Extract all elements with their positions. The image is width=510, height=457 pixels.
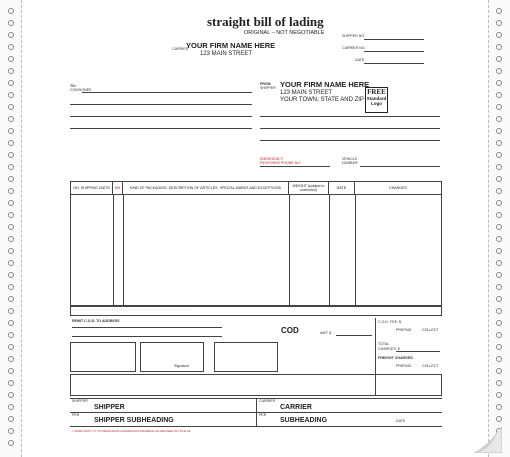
cod-collect-label: COLLECT (422, 328, 439, 332)
feed-hole (496, 140, 502, 146)
vehicle-number-label: NUMBER (342, 161, 358, 165)
badge-standard: Standard (366, 96, 387, 101)
freight-prepaid-label: PREPAID (396, 364, 412, 368)
carrier-street: 123 MAIN STREET (200, 51, 253, 57)
feed-hole (8, 428, 14, 434)
consignee-line-4[interactable] (70, 128, 252, 129)
badge-free: FREE (367, 88, 386, 96)
shipper-sig-value[interactable]: SHIPPER (94, 404, 125, 411)
feed-hole (496, 80, 502, 86)
carrier-date-label: DATE (396, 419, 406, 423)
carrier-subheading[interactable]: SUBHEADING (280, 417, 328, 424)
shipper-sig-label: SHIPPER (72, 399, 88, 403)
feed-hole (8, 44, 14, 50)
cod-label: COD (281, 326, 299, 335)
feed-hole (8, 8, 14, 14)
feed-hole (496, 416, 502, 422)
feed-hole (496, 176, 502, 182)
feed-hole (8, 272, 14, 278)
signature-bottom-rule (70, 426, 442, 427)
shipper-no-field[interactable] (364, 39, 424, 40)
feed-hole (8, 152, 14, 158)
feed-hole (496, 308, 502, 314)
feed-hole (496, 392, 502, 398)
from-label: FROM (260, 82, 271, 86)
cod-fee-label: C.O.D. FEE: $ (378, 320, 401, 324)
feed-hole (496, 236, 502, 242)
feed-hole (8, 140, 14, 146)
signature-mid-rule (70, 412, 442, 413)
feed-hole (496, 380, 502, 386)
carrier-label: CARRIER (172, 47, 189, 51)
feed-hole (8, 224, 14, 230)
feed-hole (496, 320, 502, 326)
feed-hole (496, 8, 502, 14)
col-hm: HM (113, 182, 123, 195)
feed-hole (496, 200, 502, 206)
feed-hole (496, 152, 502, 158)
feed-hole (8, 32, 14, 38)
shipper-sub-label: SHIPPER (260, 86, 276, 90)
remit-cod-label: REMIT C.O.D. TO ADDRESS (72, 319, 120, 323)
shipper-street: 123 MAIN STREET (280, 90, 333, 96)
consignee-line-1[interactable] (82, 92, 252, 93)
feed-hole (496, 104, 502, 110)
carrier-sig-label: CARRIER (259, 399, 276, 403)
vehicle-label: VEHICLE (342, 157, 358, 161)
total-charges-field[interactable] (396, 351, 440, 352)
cod-prepaid-label: PREPAID (396, 328, 412, 332)
feed-hole (496, 332, 502, 338)
feed-hole (496, 260, 502, 266)
col-rate: RATE (329, 182, 355, 195)
to-label: TO: (70, 84, 77, 88)
cod-amount-label: AMT: $ (320, 331, 332, 335)
feed-hole (8, 116, 14, 122)
articles-table-body[interactable] (70, 194, 442, 306)
shipper-line-1[interactable] (260, 116, 440, 117)
feed-hole (496, 224, 502, 230)
feed-hole (8, 212, 14, 218)
page-curl-icon (474, 427, 502, 453)
feed-hole (8, 320, 14, 326)
col-weight: WEIGHT (subject to correction) (289, 182, 329, 195)
feed-hole (8, 56, 14, 62)
shipper-firm-name: YOUR FIRM NAME HERE (280, 80, 370, 89)
note-box-3 (214, 342, 278, 372)
feed-hole (8, 368, 14, 374)
feed-hole (496, 404, 502, 410)
shipper-line-2[interactable] (260, 128, 440, 129)
feed-hole (8, 176, 14, 182)
feed-hole (496, 32, 502, 38)
bill-of-lading-form (24, 6, 488, 443)
carrier-per-label: PER (259, 413, 267, 417)
feed-hole (8, 356, 14, 362)
feed-hole (8, 416, 14, 422)
shipper-city: YOUR TOWN, STATE AND ZIP (280, 97, 364, 103)
feed-hole (8, 164, 14, 170)
carrier-firm-name: YOUR FIRM NAME HERE (186, 41, 276, 50)
remit-line-1[interactable] (72, 327, 222, 328)
total-label: TOTAL (378, 342, 390, 346)
feed-hole (8, 308, 14, 314)
col-kind: KIND OF PACKAGING, DESCRIPTION OF ARTICLES, SPECIAL MARKS AND EXCEPTIONS (123, 182, 289, 195)
feed-hole (496, 20, 502, 26)
date-field[interactable] (364, 63, 424, 64)
feed-hole (496, 368, 502, 374)
signature-label: Signature (174, 364, 190, 368)
feed-hole (8, 104, 14, 110)
feed-hole (496, 128, 502, 134)
feed-hole (496, 296, 502, 302)
badge-logo: Logo (371, 101, 382, 106)
feed-hole (496, 164, 502, 170)
hazmat-footer-note: † MARK WITH "X" TO DESIGNATE HAZARDOUS MATERIAL AS DEFINED IN TITLE 49 (72, 429, 191, 433)
shipper-per-label: PER (72, 413, 80, 417)
consignee-line-3[interactable] (70, 116, 252, 117)
col-shipping-units: NO. SHIPPING UNITS (71, 182, 113, 195)
emergency-phone-label: RESPONSE PHONE NO. (260, 161, 302, 165)
feed-hole (496, 212, 502, 218)
feed-hole (8, 248, 14, 254)
feed-hole (496, 92, 502, 98)
feed-hole (8, 200, 14, 206)
form-title: straight bill of lading (207, 14, 324, 29)
emergency-label: EMERGENCY (260, 157, 284, 161)
cod-amount-field[interactable] (336, 335, 372, 336)
vehicle-number-field[interactable] (360, 166, 440, 167)
feed-hole (496, 44, 502, 50)
feed-hole (8, 344, 14, 350)
form-subtitle: ORIGINAL – NOT NEGOTIABLE (244, 30, 325, 36)
carrier-sig-value[interactable]: CARRIER (280, 404, 312, 411)
feed-hole (496, 284, 502, 290)
feed-hole (496, 116, 502, 122)
received-clause (70, 374, 442, 396)
consignee-label: CONSIGNEE (70, 88, 92, 92)
carrier-no-label: CARRIER NO. (342, 46, 366, 50)
feed-hole (8, 260, 14, 266)
feed-hole (496, 56, 502, 62)
consignee-line-2[interactable] (70, 104, 252, 105)
feed-hole (496, 356, 502, 362)
feed-hole (496, 272, 502, 278)
freight-collect-label: COLLECT (422, 364, 439, 368)
fine-print-notice: .............................................................................................................................................. (70, 306, 442, 316)
carrier-no-field[interactable] (364, 51, 424, 52)
free-logo-badge (365, 87, 388, 113)
feed-hole (8, 188, 14, 194)
freight-charged-label: FREIGHT CHARGED (378, 356, 413, 360)
feed-hole (8, 440, 14, 446)
feed-hole (8, 296, 14, 302)
shipper-line-3[interactable] (260, 140, 440, 141)
emergency-phone-field[interactable] (260, 166, 330, 167)
note-box-1 (70, 342, 136, 372)
feed-hole (8, 404, 14, 410)
feed-hole (8, 284, 14, 290)
shipper-no-label: SHIPPER NO. (342, 34, 366, 38)
feed-hole (8, 80, 14, 86)
feed-hole (8, 332, 14, 338)
note-box-2 (140, 342, 204, 372)
feed-hole (496, 248, 502, 254)
feed-hole (8, 128, 14, 134)
feed-hole (8, 20, 14, 26)
feed-hole (8, 392, 14, 398)
feed-hole (8, 68, 14, 74)
remit-line-2[interactable] (72, 336, 222, 337)
feed-hole (8, 236, 14, 242)
feed-hole (8, 380, 14, 386)
feed-hole (496, 344, 502, 350)
total-charges-label: CHARGES: $ (378, 347, 400, 351)
feed-hole (8, 92, 14, 98)
articles-table-header (70, 181, 442, 195)
shipper-subheading[interactable]: SHIPPER SUBHEADING (94, 417, 174, 424)
date-label: DATE: (355, 58, 366, 62)
feed-hole (496, 188, 502, 194)
col-charges: CHARGES (355, 182, 442, 195)
feed-hole (496, 68, 502, 74)
